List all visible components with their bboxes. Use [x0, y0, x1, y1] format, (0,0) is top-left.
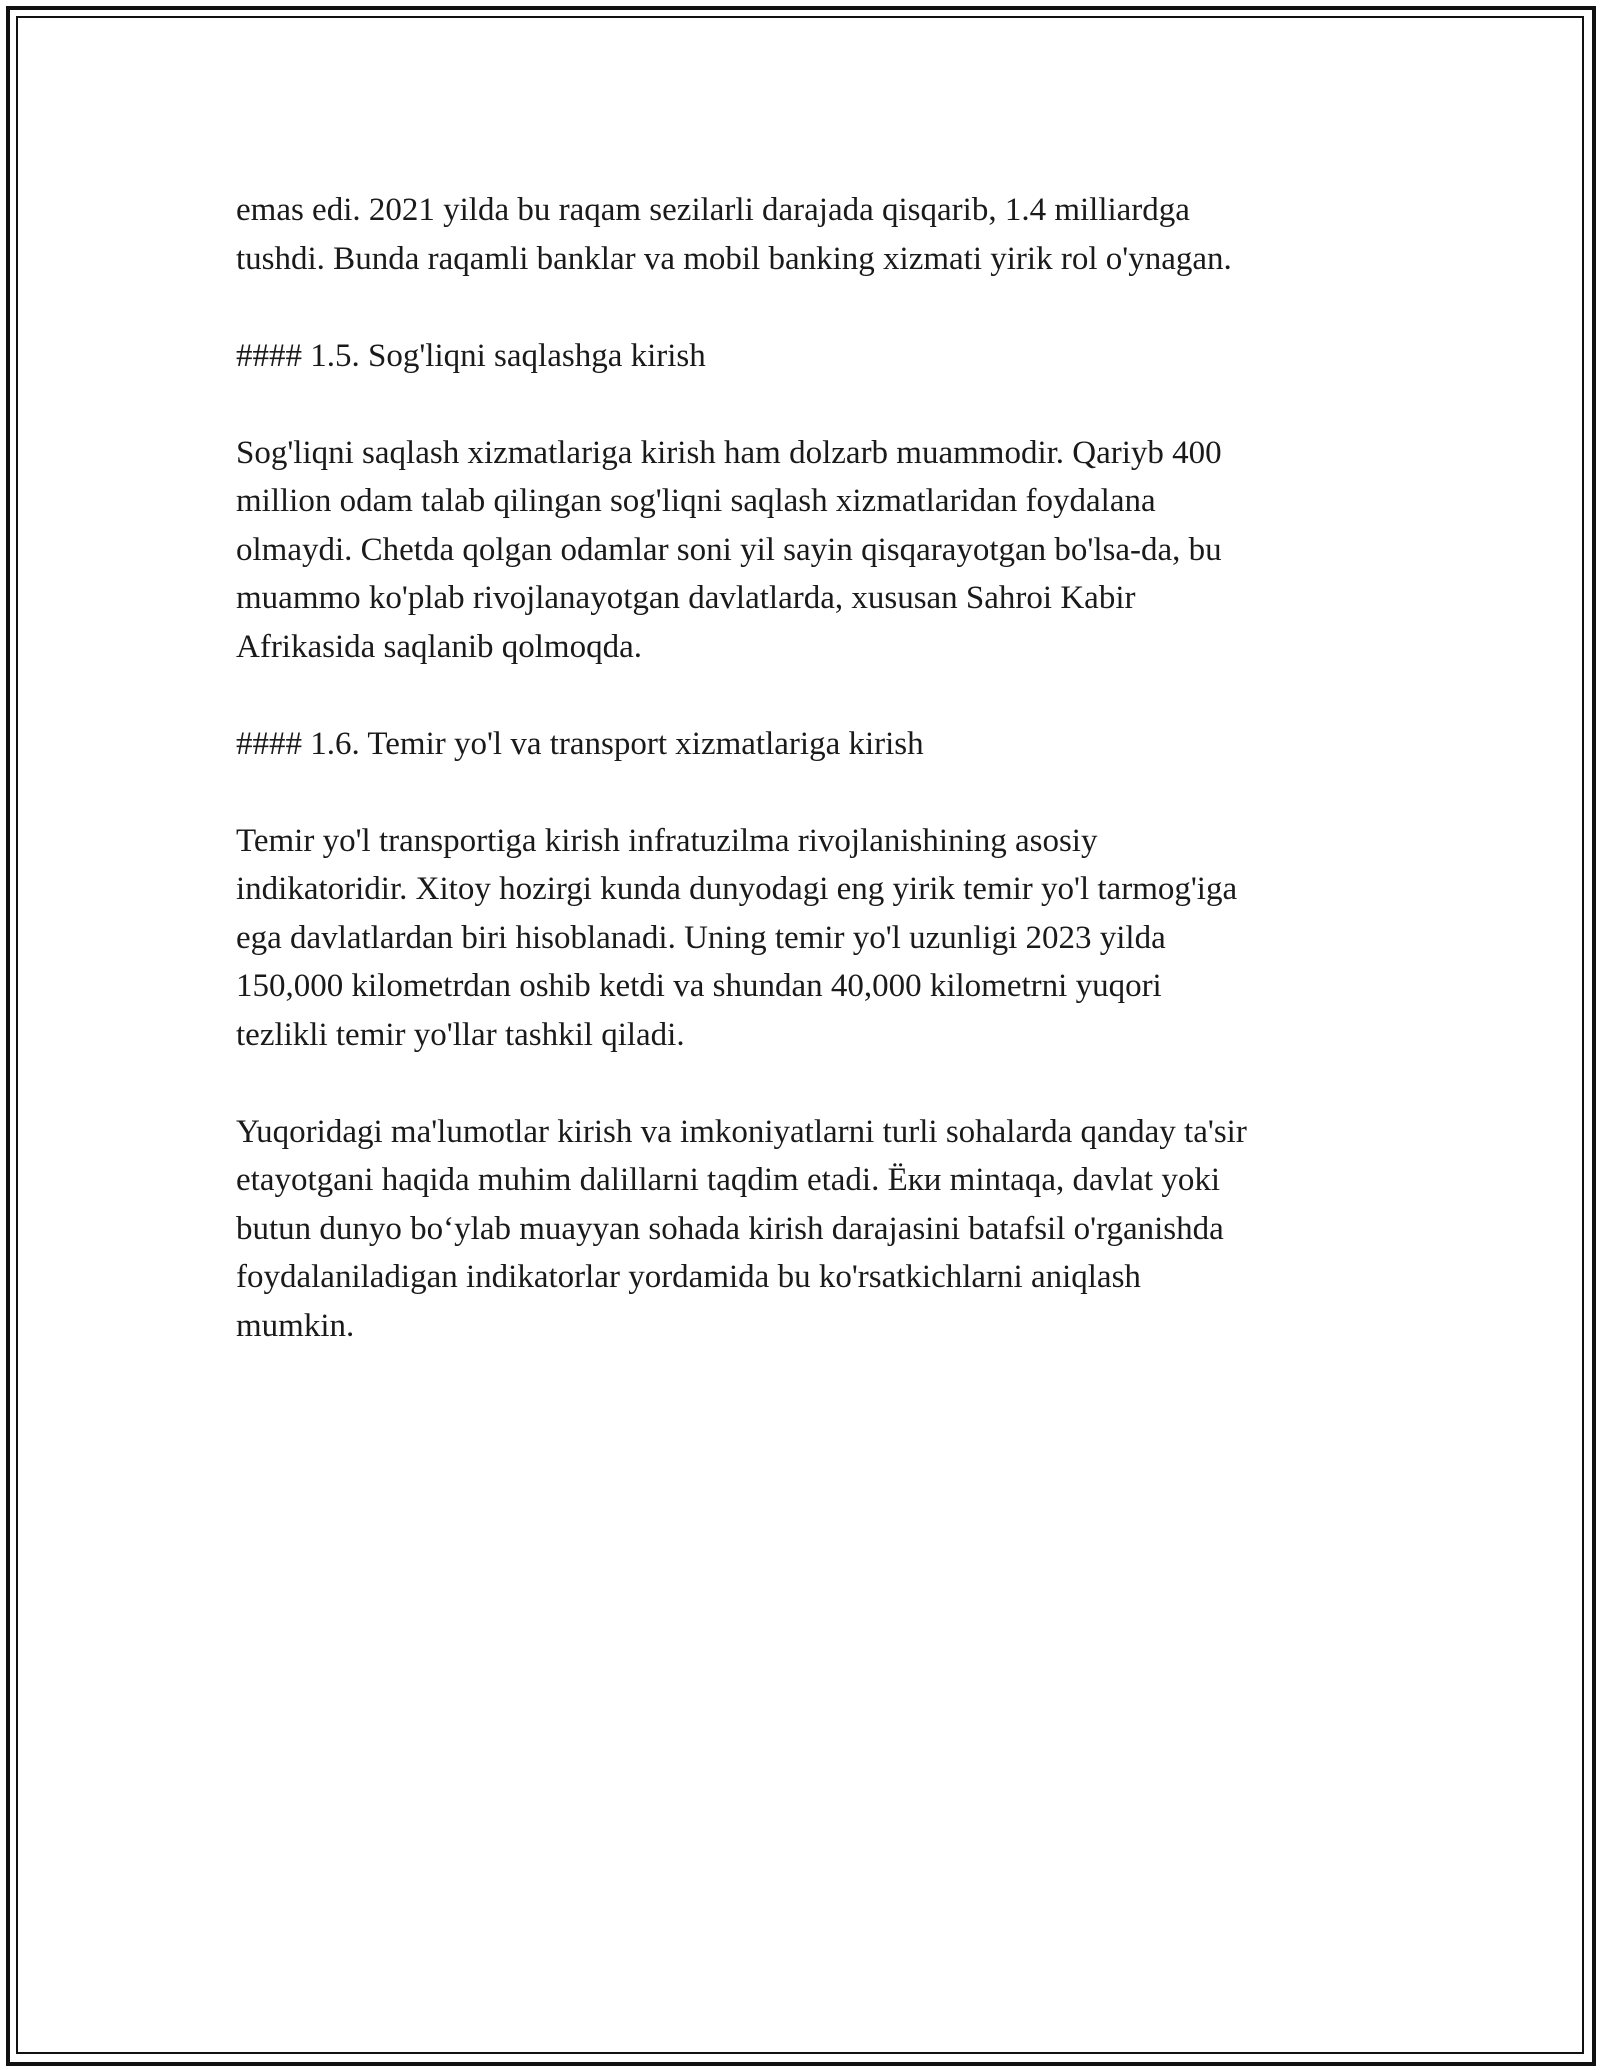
heading-healthcare-access: [236, 332, 1366, 381]
text-line: ega davlatlardan biri hisoblanadi. Uning temir yo'l uzunligi 2023 yilda: [236, 919, 1166, 956]
text-line: Temir yo'l transportiga kirish infratuzilma rivojlanishining asosiy: [236, 822, 1098, 859]
heading-railway-access: [236, 720, 1366, 769]
text-line: tezlikli temir yo'llar tashkil qiladi.: [236, 1016, 685, 1053]
text-line: muammo ko'plab rivojlanayotgan davlatlarda, xususan Sahroi Kabir: [236, 580, 1136, 616]
text-line: emas edi. 2021 yilda bu raqam sezilarli darajada qisqarib, 1.4 milliardga: [236, 192, 1190, 228]
heading-text: #### 1.6. Temir yo'l va transport xizmatlariga kirish: [236, 725, 924, 762]
text-line: 150,000 kilometrdan oshib ketdi va shundan 40,000 kilometrni yuqori: [236, 968, 1162, 1004]
text-line: olmaydi. Chetda qolgan odamlar soni yil sayin qisqarayotgan bo'lsa-da, bu: [236, 531, 1222, 568]
text-line: Yuqoridagi ma'lumotlar kirish va imkoniyatlarni turli sohalarda qanday ta'sir: [236, 1113, 1247, 1150]
text-line: Afrikasida saqlanib qolmoqda.: [236, 628, 642, 665]
paragraph-conclusion: [236, 1108, 1366, 1351]
paragraph-railway: [236, 817, 1366, 1060]
document-body: [236, 186, 1366, 1399]
text-line: etayotgani haqida muhim dalillarni taqdim etadi. Ёки mintaqa, davlat yoki: [236, 1162, 1221, 1198]
text-line: million odam talab qilingan sog'liqni saqlash xizmatlaridan foydalana: [236, 483, 1156, 519]
heading-text: #### 1.5. Sog'liqni saqlashga kirish: [236, 337, 706, 374]
text-line: Sog'liqni saqlash xizmatlariga kirish ham dolzarb muammodir. Qariyb 400: [236, 434, 1222, 471]
text-line: indikatoridir. Xitoy hozirgi kunda dunyodagi eng yirik temir yo'l tarmog'iga: [236, 871, 1238, 907]
text-line: butun dunyo bo‘ylab muayyan sohada kirish darajasini batafsil o'rganishda: [236, 1210, 1224, 1247]
text-line: mumkin.: [236, 1307, 355, 1344]
paragraph-healthcare: [236, 429, 1366, 672]
text-line: foydalaniladigan indikatorlar yordamida bu ko'rsatkichlarni aniqlash: [236, 1259, 1141, 1295]
paragraph-banking-continuation: [236, 186, 1366, 283]
text-line: tushdi. Bunda raqamli banklar va mobil banking xizmati yirik rol o'ynagan.: [236, 240, 1232, 277]
